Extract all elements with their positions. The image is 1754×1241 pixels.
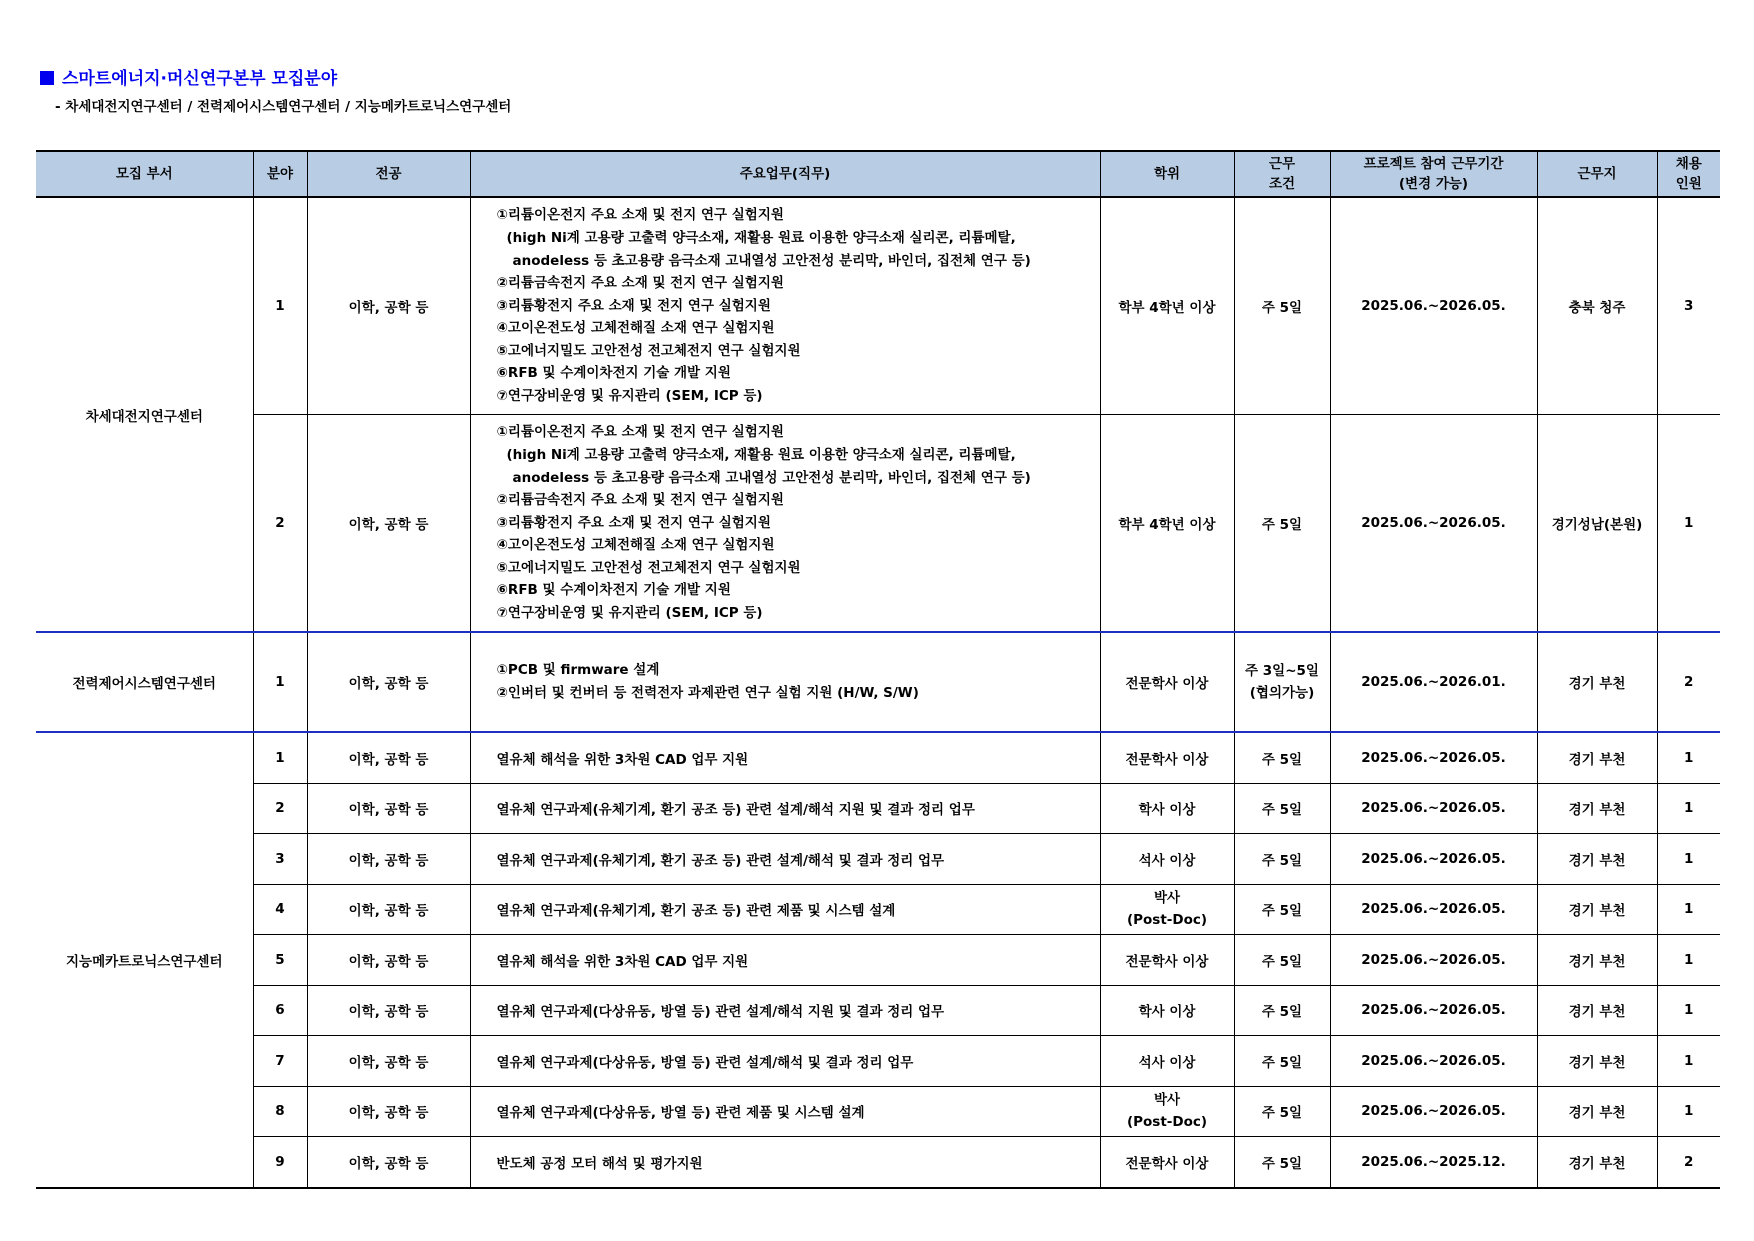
field-cell: 1 xyxy=(253,197,307,415)
col-header-hire: 채용 인원 xyxy=(1657,151,1720,197)
table-header-row xyxy=(36,151,1720,197)
hire-cell: 3 xyxy=(1657,197,1720,415)
field-cell: 7 xyxy=(253,1036,307,1087)
location-cell: 경기 부천 xyxy=(1537,1036,1657,1087)
section-title-text: 스마트에너지·머신연구본부 모집분야 xyxy=(62,69,338,89)
field-cell: 3 xyxy=(253,834,307,885)
major-cell: 이학, 공학 등 xyxy=(307,197,470,415)
hire-cell: 1 xyxy=(1657,732,1720,783)
hire-cell: 1 xyxy=(1657,935,1720,986)
duty-line: ⑤고에너지밀도 고안전성 전고체전지 연구 실험지원 xyxy=(496,342,801,359)
section-subtitle: - 차세대전지연구센터 / 전력제어시스템연구센터 / 지능메카트로닉스연구센터 xyxy=(55,99,512,115)
table-row xyxy=(36,1137,1720,1188)
condition-cell: 주 5일 xyxy=(1234,1036,1330,1087)
condition-cell: 주 5일 xyxy=(1234,935,1330,986)
degree-cell: 전문학사 이상 xyxy=(1100,1137,1234,1188)
degree-cell: 전문학사 이상 xyxy=(1100,935,1234,986)
col-header-condition: 근무 조건 xyxy=(1234,151,1330,197)
duty-line: anodeless 등 초고용량 음극소재 고내열성 고안전성 분리막, 바인더, 집전체 연구 등) xyxy=(512,252,1031,269)
section-title xyxy=(40,64,337,89)
table-row xyxy=(36,935,1720,986)
period-cell: 2025.06.~2026.05. xyxy=(1330,1086,1537,1137)
col-header-location: 근무지 xyxy=(1537,151,1657,197)
duty-line: ③리튬황전지 주요 소재 및 전지 연구 실험지원 xyxy=(496,297,771,314)
duty-line: ①PCB 및 firmware 설계 xyxy=(496,662,660,679)
duty-line: ②인버터 및 컨버터 등 전력전자 과제관련 연구 실험 지원 (H/W, S/W) xyxy=(496,685,919,701)
location-cell: 경기성남(본원) xyxy=(1537,415,1657,633)
field-cell: 2 xyxy=(253,783,307,834)
duty-cell: 열유체 연구과제(유체기계, 환기 공조 등) 관련 제품 및 시스템 설계 xyxy=(470,884,1100,935)
table-row xyxy=(36,783,1720,834)
duty-cell xyxy=(470,632,1100,732)
col-header-degree: 학위 xyxy=(1100,151,1234,197)
major-cell: 이학, 공학 등 xyxy=(307,1086,470,1137)
hire-cell: 2 xyxy=(1657,632,1720,732)
hire-cell: 2 xyxy=(1657,1137,1720,1188)
period-cell: 2025.06.~2026.05. xyxy=(1330,985,1537,1036)
degree-cell: 석사 이상 xyxy=(1100,834,1234,885)
period-cell: 2025.06.~2026.05. xyxy=(1330,834,1537,885)
period-cell: 2025.06.~2025.12. xyxy=(1330,1137,1537,1188)
duty-line: ①리튬이온전지 주요 소재 및 전지 연구 실험지원 xyxy=(496,424,784,441)
table-row xyxy=(36,732,1720,783)
duty-line: ⑦연구장비운영 및 유지관리 (SEM, ICP 등) xyxy=(496,388,763,405)
dept-cell: 지능메카트로닉스연구센터 xyxy=(36,732,253,1188)
field-cell: 5 xyxy=(253,935,307,986)
field-cell: 9 xyxy=(253,1137,307,1188)
location-cell: 경기 부천 xyxy=(1537,935,1657,986)
condition-cell: 주 3일~5일 (협의가능) xyxy=(1234,632,1330,732)
degree-cell: 박사 (Post-Doc) xyxy=(1100,1086,1234,1137)
major-cell: 이학, 공학 등 xyxy=(307,783,470,834)
duty-line: ⑦연구장비운영 및 유지관리 (SEM, ICP 등) xyxy=(496,605,763,622)
table-row xyxy=(36,985,1720,1036)
condition-cell: 주 5일 xyxy=(1234,415,1330,633)
period-cell: 2025.06.~2026.05. xyxy=(1330,783,1537,834)
major-cell: 이학, 공학 등 xyxy=(307,1137,470,1188)
dept-cell: 전력제어시스템연구센터 xyxy=(36,632,253,732)
degree-cell: 석사 이상 xyxy=(1100,1036,1234,1087)
major-cell: 이학, 공학 등 xyxy=(307,834,470,885)
field-cell: 1 xyxy=(253,632,307,732)
table-row xyxy=(36,884,1720,935)
table-row xyxy=(36,197,1720,415)
location-cell: 경기 부천 xyxy=(1537,732,1657,783)
dept-cell: 차세대전지연구센터 xyxy=(36,197,253,632)
degree-cell: 박사 (Post-Doc) xyxy=(1100,884,1234,935)
col-header-field: 분야 xyxy=(253,151,307,197)
hire-cell: 1 xyxy=(1657,834,1720,885)
period-cell: 2025.06.~2026.05. xyxy=(1330,415,1537,633)
period-cell: 2025.06.~2026.01. xyxy=(1330,632,1537,732)
period-cell: 2025.06.~2026.05. xyxy=(1330,884,1537,935)
duty-line: ④고이온전도성 고체전해질 소재 연구 실험지원 xyxy=(496,320,775,337)
degree-cell: 학사 이상 xyxy=(1100,985,1234,1036)
condition-cell: 주 5일 xyxy=(1234,834,1330,885)
major-cell: 이학, 공학 등 xyxy=(307,415,470,633)
period-cell: 2025.06.~2026.05. xyxy=(1330,732,1537,783)
duty-line: ④고이온전도성 고체전해질 소재 연구 실험지원 xyxy=(496,537,775,554)
square-bullet-icon xyxy=(40,71,54,85)
major-cell: 이학, 공학 등 xyxy=(307,884,470,935)
major-cell: 이학, 공학 등 xyxy=(307,985,470,1036)
period-cell: 2025.06.~2026.05. xyxy=(1330,1036,1537,1087)
location-cell: 경기 부천 xyxy=(1537,1086,1657,1137)
duty-cell xyxy=(470,415,1100,633)
condition-cell: 주 5일 xyxy=(1234,1086,1330,1137)
period-cell: 2025.06.~2026.05. xyxy=(1330,197,1537,415)
duty-line: (high Ni계 고용량 고출력 양극소재, 재활용 원료 이용한 양극소재 실리콘, 리튬메탈, xyxy=(506,229,1016,246)
location-cell: 경기 부천 xyxy=(1537,834,1657,885)
major-cell: 이학, 공학 등 xyxy=(307,632,470,732)
duty-cell: 열유체 연구과제(다상유동, 방열 등) 관련 설계/해석 및 결과 정리 업무 xyxy=(470,1036,1100,1087)
table-row xyxy=(36,415,1720,633)
degree-cell: 학사 이상 xyxy=(1100,783,1234,834)
location-cell: 경기 부천 xyxy=(1537,632,1657,732)
duty-line: ②리튬금속전지 주요 소재 및 전지 연구 실험지원 xyxy=(496,492,784,509)
table-row xyxy=(36,834,1720,885)
duty-cell: 열유체 해석을 위한 3차원 CAD 업무 지원 xyxy=(470,935,1100,986)
col-header-period: 프로젝트 참여 근무기간 (변경 가능) xyxy=(1330,151,1537,197)
table-row xyxy=(36,1086,1720,1137)
field-cell: 6 xyxy=(253,985,307,1036)
duty-line: ②리튬금속전지 주요 소재 및 전지 연구 실험지원 xyxy=(496,275,784,292)
field-cell: 8 xyxy=(253,1086,307,1137)
col-header-dept: 모집 부서 xyxy=(36,151,253,197)
table-row xyxy=(36,632,1720,732)
duty-cell: 열유체 연구과제(다상유동, 방열 등) 관련 제품 및 시스템 설계 xyxy=(470,1086,1100,1137)
location-cell: 경기 부천 xyxy=(1537,884,1657,935)
duty-cell: 열유체 연구과제(유체기계, 환기 공조 등) 관련 설계/해석 및 결과 정리 업무 xyxy=(470,834,1100,885)
hire-cell: 1 xyxy=(1657,884,1720,935)
major-cell: 이학, 공학 등 xyxy=(307,732,470,783)
condition-cell: 주 5일 xyxy=(1234,884,1330,935)
duty-cell xyxy=(470,197,1100,415)
hire-cell: 1 xyxy=(1657,1086,1720,1137)
condition-cell: 주 5일 xyxy=(1234,783,1330,834)
location-cell: 경기 부천 xyxy=(1537,1137,1657,1188)
location-cell: 경기 부천 xyxy=(1537,985,1657,1036)
col-header-major: 전공 xyxy=(307,151,470,197)
major-cell: 이학, 공학 등 xyxy=(307,935,470,986)
table-row xyxy=(36,1036,1720,1087)
major-cell: 이학, 공학 등 xyxy=(307,1036,470,1087)
field-cell: 1 xyxy=(253,732,307,783)
duty-line: ⑤고에너지밀도 고안전성 전고체전지 연구 실험지원 xyxy=(496,559,801,576)
hire-cell: 1 xyxy=(1657,415,1720,633)
degree-cell: 전문학사 이상 xyxy=(1100,732,1234,783)
hire-cell: 1 xyxy=(1657,783,1720,834)
period-cell: 2025.06.~2026.05. xyxy=(1330,935,1537,986)
duty-cell: 열유체 연구과제(다상유동, 방열 등) 관련 설계/해석 지원 및 결과 정리 업무 xyxy=(470,985,1100,1036)
duty-cell: 열유체 연구과제(유체기계, 환기 공조 등) 관련 설계/해석 지원 및 결과 정리 업무 xyxy=(470,783,1100,834)
condition-cell: 주 5일 xyxy=(1234,732,1330,783)
recruitment-table xyxy=(36,150,1720,1189)
col-header-duty: 주요업무(직무) xyxy=(470,151,1100,197)
duty-line: ①리튬이온전지 주요 소재 및 전지 연구 실험지원 xyxy=(496,207,784,224)
condition-cell: 주 5일 xyxy=(1234,197,1330,415)
duty-line: ⑥RFB 및 수계이차전지 기술 개발 지원 xyxy=(496,582,731,599)
location-cell: 충북 청주 xyxy=(1537,197,1657,415)
field-cell: 2 xyxy=(253,415,307,633)
condition-cell: 주 5일 xyxy=(1234,985,1330,1036)
location-cell: 경기 부천 xyxy=(1537,783,1657,834)
duty-line: ③리튬황전지 주요 소재 및 전지 연구 실험지원 xyxy=(496,514,771,531)
hire-cell: 1 xyxy=(1657,1036,1720,1087)
duty-cell: 열유체 해석을 위한 3차원 CAD 업무 지원 xyxy=(470,732,1100,783)
duty-line: (high Ni계 고용량 고출력 양극소재, 재활용 원료 이용한 양극소재 실리콘, 리튬메탈, xyxy=(506,446,1016,463)
degree-cell: 전문학사 이상 xyxy=(1100,632,1234,732)
degree-cell: 학부 4학년 이상 xyxy=(1100,415,1234,633)
duty-line: ⑥RFB 및 수계이차전지 기술 개발 지원 xyxy=(496,365,731,382)
condition-cell: 주 5일 xyxy=(1234,1137,1330,1188)
duty-line: anodeless 등 초고용량 음극소재 고내열성 고안전성 분리막, 바인더, 집전체 연구 등) xyxy=(512,469,1031,486)
hire-cell: 1 xyxy=(1657,985,1720,1036)
field-cell: 4 xyxy=(253,884,307,935)
duty-cell: 반도체 공정 모터 해석 및 평가지원 xyxy=(470,1137,1100,1188)
degree-cell: 학부 4학년 이상 xyxy=(1100,197,1234,415)
